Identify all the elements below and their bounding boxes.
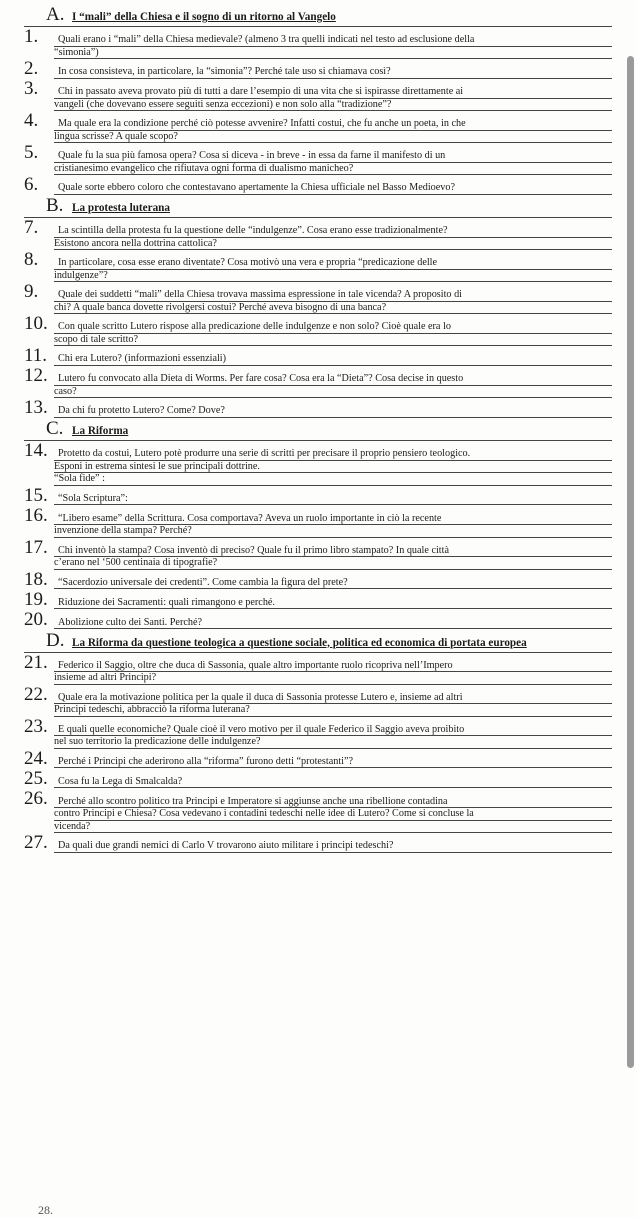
question xyxy=(24,27,612,59)
question-line: Protetto da costui, Lutero potè produrre una serie di scritti per precisare il proprio pensiero teologico. xyxy=(54,448,612,461)
question-line: Quale fu la sua più famosa opera? Cosa si diceva - in breve - in essa da farne il manifesto di un xyxy=(54,150,612,163)
question-line: In cosa consisteva, in particolare, la “simonia”? Perché tale uso si chiamava così? xyxy=(54,66,612,79)
cut-off-question-number: 28. xyxy=(38,1203,53,1217)
question-number: 12. xyxy=(24,365,48,386)
question xyxy=(24,590,612,610)
question-line: Esistono ancora nella dottrina cattolica? xyxy=(54,238,612,251)
question-line: vicenda? xyxy=(54,821,612,834)
question-text xyxy=(54,749,612,769)
question-line: Ma quale era la condizione perché ciò potesse avvenire? Infatti costui, che fu anche un poeta, in che xyxy=(54,118,612,131)
question-line: In particolare, cosa esse erano diventate? Cosa motivò una vera e propria “predicazione delle xyxy=(54,257,612,270)
question-number: 18. xyxy=(24,568,48,590)
question-number: 21. xyxy=(24,651,48,673)
question xyxy=(24,749,612,769)
question xyxy=(24,610,612,630)
question xyxy=(24,111,612,143)
question xyxy=(24,769,612,789)
section-heading xyxy=(24,630,612,653)
question-line: Esponi in estrema sintesi le sue principali dottrine. xyxy=(54,461,612,474)
question-text xyxy=(54,653,612,685)
question-line: “Sacerdozio universale dei credenti”. Come cambia la figura del prete? xyxy=(54,577,612,590)
question-number: 27. xyxy=(24,832,48,853)
question-number: 10. xyxy=(24,313,48,334)
question-text xyxy=(54,79,612,111)
question-text xyxy=(54,769,612,789)
question-number: 26. xyxy=(24,787,48,809)
vertical-scrollbar[interactable] xyxy=(627,56,634,1068)
section-title: I “mali” della Chiesa e il sogno di un ritorno al Vangelo xyxy=(72,11,336,23)
question-line: Con quale scritto Lutero rispose alla predicazione delle indulgenze e non solo? Cioè quale era lo xyxy=(54,321,612,334)
question xyxy=(24,346,612,366)
section-title: La Riforma xyxy=(72,425,129,437)
section-letter: B. xyxy=(46,195,64,216)
question-number: 16. xyxy=(24,504,48,526)
question-line: E quali quelle economiche? Quale cioè il vero motivo per il quale Federico il Saggio aveva proibito xyxy=(54,724,612,737)
question-line: caso? xyxy=(54,386,612,399)
question-number: 24. xyxy=(24,747,48,769)
question-line: “Sola fide” : xyxy=(54,473,612,486)
question-number: 1. xyxy=(24,26,39,47)
question-number: 20. xyxy=(24,608,48,630)
question-text xyxy=(54,486,612,506)
question xyxy=(24,250,612,282)
question-number: 25. xyxy=(24,767,48,789)
question xyxy=(24,717,612,749)
question xyxy=(24,506,612,538)
question-number: 13. xyxy=(24,397,48,418)
question-text xyxy=(54,282,612,314)
question-line: Chi era Lutero? (informazioni essenziali) xyxy=(54,353,612,366)
question xyxy=(24,282,612,314)
question-line: Lutero fu convocato alla Dieta di Worms. Per fare cosa? Cosa era la “Dieta”? Cosa decise in questo xyxy=(54,373,612,386)
question-number: 15. xyxy=(24,484,48,506)
question xyxy=(24,486,612,506)
question-text xyxy=(54,346,612,366)
question-line: Da quali due grandi nemici di Carlo V trovarono aiuto militare i principi tedeschi? xyxy=(54,840,612,853)
question-text xyxy=(54,538,612,570)
section-heading xyxy=(24,4,612,27)
question-text xyxy=(54,366,612,398)
question-line: La scintilla della protesta fu la questione delle “indulgenze”. Cosa erano esse tradizionalmente? xyxy=(54,225,612,238)
question-line: “Libero esame” della Scrittura. Cosa comportava? Aveva un ruolo importante in ciò la recente xyxy=(54,513,612,526)
question-number: 7. xyxy=(24,217,39,238)
question-number: 5. xyxy=(24,142,39,163)
question-line: indulgenze”? xyxy=(54,270,612,283)
question-text xyxy=(54,590,612,610)
question xyxy=(24,833,612,853)
question-line: Riduzione dei Sacramenti: quali rimangono e perché. xyxy=(54,597,612,610)
question xyxy=(24,143,612,175)
question xyxy=(24,366,612,398)
question-line: Chi in passato aveva provato più di tutti a dare l’esempio di una vita che si ispirasse direttamente ai xyxy=(54,86,612,99)
question-line: Quale dei suddetti “mali” della Chiesa trovava massima espressione in tale vicenda? A proposito di xyxy=(54,289,612,302)
question-text xyxy=(54,111,612,143)
question-number: 11. xyxy=(24,345,48,366)
question-number: 22. xyxy=(24,683,48,705)
question-text xyxy=(54,175,612,195)
question xyxy=(24,653,612,685)
question-line: cristianesimo evangelico che rifiutava ogni forma di dualismo manicheo? xyxy=(54,163,612,176)
question-text xyxy=(54,218,612,250)
question-line: Perché i Principi che aderirono alla “riforma” furono detti “protestanti”? xyxy=(54,756,612,769)
question-line: Abolizione culto dei Santi. Perché? xyxy=(54,617,612,630)
question-line: insieme ad altri Principi? xyxy=(54,672,612,685)
question-text xyxy=(54,506,612,538)
section-title: La Riforma da questione teologica a questione sociale, politica ed economica di portata europea xyxy=(72,636,527,649)
question-line: c’erano nel ‘500 centinaia di tipografie? xyxy=(54,557,612,570)
question-line: Quali erano i “mali” della Chiesa medievale? (almeno 3 tra quelli indicati nel testo ad esclusione della xyxy=(54,34,612,47)
section-letter: C. xyxy=(46,418,64,439)
question-text xyxy=(54,570,612,590)
question-number: 14. xyxy=(24,440,48,461)
question-text xyxy=(54,610,612,630)
question xyxy=(24,570,612,590)
question-number: 8. xyxy=(24,249,39,270)
question-number: 4. xyxy=(24,110,39,131)
question-line: “Sola Scriptura”: xyxy=(54,493,612,506)
question-number: 2. xyxy=(24,58,39,79)
question-line: “simonia”) xyxy=(54,47,612,60)
question-line: scopo di tale scritto? xyxy=(54,334,612,347)
question xyxy=(24,59,612,79)
question-line: lingua scrisse? A quale scopo? xyxy=(54,131,612,144)
section-letter: A. xyxy=(46,4,65,25)
question-text xyxy=(54,789,612,834)
question-line: Quale era la motivazione politica per la quale il duca di Sassonia protesse Lutero e, insieme ad altri xyxy=(54,692,612,705)
question-line: vangeli (che dovevano essere seguiti senza eccezioni) e non solo alla “tradizione”? xyxy=(54,99,612,112)
question xyxy=(24,398,612,418)
question xyxy=(24,79,612,111)
question-number: 9. xyxy=(24,281,39,302)
section-title: La protesta luterana xyxy=(72,202,170,214)
section-heading xyxy=(24,195,612,218)
question-number: 19. xyxy=(24,588,48,610)
question-line: Quale sorte ebbero coloro che contestavano apertamente la Chiesa ufficiale nel Basso Medioevo? xyxy=(54,182,612,195)
question-text xyxy=(54,441,612,486)
question xyxy=(24,789,612,834)
section-heading xyxy=(24,418,612,441)
question-line: Cosa fu la Lega di Smalcalda? xyxy=(54,776,612,789)
question-number: 6. xyxy=(24,174,39,195)
question-text xyxy=(54,27,612,59)
question-text xyxy=(54,250,612,282)
question-line: Chi inventò la stampa? Cosa inventò di preciso? Quale fu il primo libro stampato? In quale città xyxy=(54,545,612,558)
question-line: chi? A quale banca dovette rivolgersi costui? Perché aveva bisogno di una banca? xyxy=(54,302,612,315)
question-line: Da chi fu protetto Lutero? Come? Dove? xyxy=(54,405,612,418)
question-line: Perché allo scontro politico tra Principi e Imperatore si aggiunse anche una ribellione contadina xyxy=(54,796,612,809)
question-number: 17. xyxy=(24,536,48,558)
question-text xyxy=(54,314,612,346)
question-text xyxy=(54,143,612,175)
question-number: 3. xyxy=(24,78,39,99)
question xyxy=(24,175,612,195)
question-text xyxy=(54,833,612,853)
question xyxy=(24,314,612,346)
question-text xyxy=(54,685,612,717)
question-line: contro Principi e Chiesa? Cosa vedevano i contadini tedeschi nelle idee di Lutero? Come si concluse la xyxy=(54,808,612,821)
question-text xyxy=(54,398,612,418)
question xyxy=(24,538,612,570)
question-text xyxy=(54,59,612,79)
section-letter: D. xyxy=(46,629,65,651)
question-number: 23. xyxy=(24,715,48,737)
question-line: nel suo territorio la predicazione delle indulgenze? xyxy=(54,736,612,749)
question xyxy=(24,441,612,486)
question-line: Principi tedeschi, abbracciò la riforma luterana? xyxy=(54,704,612,717)
question-line: Federico il Saggio, oltre che duca di Sassonia, quale altro importante ruolo ricopriva nell’Impero xyxy=(54,660,612,673)
question-line: invenzione della stampa? Perché? xyxy=(54,525,612,538)
question xyxy=(24,218,612,250)
question xyxy=(24,685,612,717)
question-text xyxy=(54,717,612,749)
